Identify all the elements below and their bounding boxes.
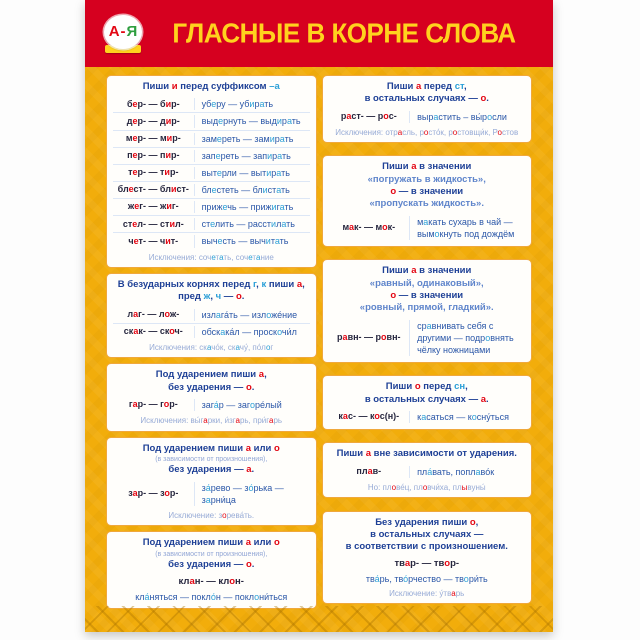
- rule-header: [329, 265, 526, 314]
- cyan-accent-letter: к: [261, 279, 267, 290]
- example-words: тва́рь, тво́рчество — твори́ть: [365, 573, 488, 584]
- example-words: замереть — замирать: [194, 133, 310, 145]
- cyan-accent-letter: а: [281, 219, 287, 230]
- red-accent-letter: и: [165, 149, 171, 160]
- root-pair: дер- — дир-: [126, 115, 180, 126]
- rule-row: [113, 323, 310, 340]
- red-accent-letter: е: [134, 201, 140, 212]
- logo-dash-icon: -: [120, 23, 126, 40]
- rule-header: [113, 369, 310, 394]
- example-words: излага́ть — изложе́ние: [194, 309, 310, 321]
- rule-header-line: в соответствии с произношением.: [345, 541, 508, 553]
- cyan-accent-letter: е: [216, 133, 222, 144]
- cyan-accent-letter: о: [434, 228, 440, 239]
- cyan-accent-letter: и: [276, 116, 282, 127]
- cyan-accent-letter: а: [206, 342, 212, 352]
- red-accent-letter: е: [132, 149, 138, 160]
- cyan-accent-letter: а: [259, 99, 265, 110]
- logo-letter-a: А: [108, 23, 120, 40]
- red-accent-letter: а: [451, 588, 456, 598]
- rule-header-line: Пиши а в значении: [382, 161, 472, 173]
- poster-title: ГЛАСНЫЕ В КОРНЕ СЛОВА: [172, 16, 516, 50]
- rule-row: [329, 464, 526, 480]
- red-accent-letter: а: [480, 393, 487, 405]
- rule-rows: [113, 307, 310, 340]
- rule-header: [113, 537, 310, 571]
- rule-card: [106, 75, 317, 268]
- red-accent-letter: о: [274, 442, 280, 454]
- exceptions-note: Но: плове́ц, пловчи́ха, плывуны́: [367, 482, 486, 492]
- red-accent-letter: а: [411, 161, 417, 173]
- cyan-accent-letter: е: [216, 167, 222, 178]
- red-accent-letter: а: [132, 488, 138, 498]
- rule-card: [322, 155, 533, 247]
- cyan-accent-letter: а: [276, 167, 282, 178]
- exceptions-note: Исключение: зорева́ть.: [168, 510, 255, 520]
- red-accent-letter: а: [342, 332, 348, 343]
- cyan-accent-letter: а: [279, 133, 285, 144]
- cyan-accent-letter: а́: [427, 466, 433, 477]
- rule-header-line: Пиши а в значении: [382, 265, 472, 277]
- rule-header-line: пред ж, ч — о.: [178, 291, 245, 303]
- rule-row: [113, 232, 310, 249]
- rule-row: [113, 480, 310, 508]
- red-accent-letter: а: [246, 464, 252, 476]
- red-accent-letter: а: [346, 110, 352, 121]
- rule-header-line: Пиши а вне зависимости от ударения.: [336, 448, 517, 460]
- red-accent-letter: о: [235, 291, 242, 303]
- rule-card: [106, 363, 317, 431]
- example-words: вырастить – вы́росли: [409, 111, 525, 123]
- rule-header-line: Под ударением пиши а или о: [142, 442, 280, 454]
- rule-row: [329, 318, 526, 358]
- example-words: касаться — косну́ться: [409, 411, 525, 423]
- cyan-accent-letter: о: [277, 326, 282, 337]
- cyan-accent-letter: о: [265, 342, 271, 352]
- rule-header-line: «ровный, прямой, гладкий».: [359, 302, 494, 314]
- red-accent-letter: и: [171, 81, 178, 92]
- rule-header: [329, 448, 526, 460]
- root-pair: чет- — чит-: [128, 235, 179, 246]
- red-accent-letter: а: [397, 127, 403, 137]
- cyan-accent-letter: е: [218, 116, 224, 127]
- red-accent-letter: о: [423, 127, 429, 137]
- red-accent-letter: а: [404, 557, 411, 569]
- cyan-accent-letter: о: [254, 591, 260, 602]
- rule-row: [113, 397, 310, 413]
- red-accent-letter: и: [164, 167, 170, 178]
- red-accent-letter: и: [170, 184, 177, 195]
- rule-header-line: «равный, одинаковый»,: [369, 277, 484, 289]
- cyan-accent-letter: г: [253, 279, 257, 290]
- cyan-accent-letter: и: [265, 236, 271, 247]
- cyan-accent-letter: и: [266, 167, 272, 178]
- red-accent-letter: е: [132, 167, 138, 178]
- cyan-accent-letter: а́: [205, 482, 211, 493]
- red-accent-letter: о: [245, 559, 252, 571]
- red-accent-letter: ы: [461, 482, 468, 492]
- red-accent-letter: а: [342, 411, 348, 422]
- cyan-accent-letter: ч: [215, 291, 222, 303]
- red-accent-letter: о: [245, 381, 252, 393]
- example-words: за́рево — зо́рька — зарни́ца: [194, 482, 310, 506]
- rule-row: [113, 130, 310, 147]
- rule-header-line: (в зависимости от произношения),: [155, 455, 268, 463]
- red-accent-letter: о: [374, 411, 380, 422]
- cyan-accent-letter: и: [271, 219, 277, 230]
- red-accent-letter: а: [203, 416, 208, 426]
- example-words: макать сухарь в чай — вымокнуть под дождём: [409, 216, 525, 240]
- rule-card: [322, 75, 533, 143]
- rule-header: [329, 81, 526, 106]
- red-accent-letter: а: [245, 537, 251, 549]
- rules-column-right: [322, 75, 533, 604]
- cyan-accent-letter: о: [471, 412, 477, 423]
- red-accent-letter: а: [411, 265, 417, 277]
- example-words: вытерли — вытирать: [194, 167, 310, 179]
- red-accent-letter: о: [414, 381, 421, 393]
- red-accent-letter: и: [165, 115, 172, 126]
- rule-row: [113, 181, 310, 198]
- red-accent-letter: о: [444, 557, 451, 569]
- red-accent-letter: а: [415, 81, 422, 92]
- rule-header-line: в остальных случаях —: [370, 528, 484, 540]
- rule-row: [329, 214, 526, 242]
- cyan-accent-letter: а: [274, 236, 280, 247]
- red-accent-letter: о: [274, 537, 280, 549]
- rule-row: [113, 215, 310, 232]
- cyan-accent-letter: а́: [144, 591, 150, 602]
- red-accent-letter: о: [497, 127, 502, 137]
- cyan-accent-letter: а: [220, 326, 226, 337]
- root-pair: зар- — зор-: [128, 488, 179, 498]
- rule-card: [322, 259, 533, 363]
- red-accent-letter: о: [390, 290, 397, 302]
- rule-header-line: Без ударения пиши о,: [375, 516, 479, 528]
- cyan-accent-letter: а: [475, 466, 481, 477]
- red-accent-letter: а: [235, 416, 240, 426]
- red-accent-letter: а: [258, 369, 265, 381]
- red-accent-letter: и: [169, 218, 175, 229]
- cyan-accent-letter: и: [269, 133, 275, 144]
- red-accent-letter: а: [189, 575, 195, 587]
- rule-row: [113, 164, 310, 181]
- rule-header-line: о — в значении: [390, 186, 464, 198]
- rule-header: [113, 81, 310, 93]
- rule-header: [113, 279, 310, 304]
- red-accent-letter: а: [245, 442, 251, 454]
- rule-header: [329, 161, 526, 210]
- red-accent-letter: о: [422, 482, 428, 492]
- logo-letter-ya: Я: [126, 23, 138, 40]
- red-accent-letter: и: [165, 98, 172, 109]
- rule-header-line: без ударения — а.: [168, 464, 255, 476]
- example-words: выдернуть — выдирать: [194, 115, 310, 127]
- publisher-logo: [101, 15, 145, 53]
- exceptions-note: Исключения: отрасль, росто́к, ростовщи́к, Ростов: [335, 127, 519, 137]
- red-accent-letter: о: [169, 326, 175, 337]
- rule-row: [113, 307, 310, 323]
- cyan-accent-letter: о: [485, 332, 491, 343]
- cyan-accent-letter: а: [286, 116, 292, 127]
- root-pair: блест- — блист-: [117, 184, 189, 195]
- cyan-accent-letter: и: [271, 202, 277, 213]
- red-accent-letter: о: [391, 482, 397, 492]
- rule-row: [113, 198, 310, 215]
- rule-rows: [329, 109, 526, 125]
- logo-badge: [104, 15, 142, 49]
- rule-rows: [329, 214, 526, 242]
- rule-header-line: Пиши о перед сн,: [385, 381, 468, 393]
- rule-card: [322, 511, 533, 604]
- rule-header-line: В безударных корнях перед г, к пиши а,: [117, 279, 305, 290]
- example-words: стелить — расстилать: [194, 218, 310, 230]
- cyan-accent-letter: о: [487, 111, 493, 122]
- cyan-accent-letter: е: [222, 202, 228, 213]
- cyan-accent-letter: а: [426, 320, 432, 331]
- cyan-accent-letter: е: [211, 99, 217, 110]
- example-words: зага́р — загоре́лый: [194, 399, 310, 411]
- rule-header-line: в остальных случаях — а.: [364, 393, 489, 405]
- rule-header: [329, 381, 526, 406]
- red-accent-letter: и: [166, 201, 172, 212]
- border-ornament: [85, 606, 553, 632]
- poster: [85, 0, 553, 632]
- rule-header-line: без ударения — о.: [168, 559, 255, 571]
- rule-header-line: Под ударением пиши а,: [155, 369, 267, 381]
- cyan-accent-letter: е: [215, 150, 221, 161]
- red-accent-letter: о: [222, 510, 227, 520]
- rule-rows: [113, 480, 310, 508]
- root-pair: бер- — бир-: [126, 98, 180, 109]
- red-accent-letter: и: [165, 235, 171, 246]
- poster-header-band: [85, 0, 553, 67]
- rule-header-line: в остальных случаях — о.: [364, 93, 489, 105]
- red-accent-letter: е: [128, 184, 134, 195]
- cyan-accent-letter: сн: [454, 381, 466, 393]
- red-accent-letter: о: [229, 575, 236, 587]
- red-accent-letter: е: [132, 218, 138, 229]
- example-words: запереть — запирать: [194, 150, 310, 162]
- rule-rows: [113, 96, 310, 249]
- example-words: сравнивать себя с другими — подровнять чёлку ножницами: [409, 320, 525, 356]
- rule-rows: [329, 464, 526, 480]
- example-words: вычесть — вычитать: [194, 235, 310, 247]
- red-accent-letter: о: [383, 110, 389, 121]
- red-accent-letter: а: [365, 448, 371, 460]
- red-accent-letter: о: [469, 516, 476, 528]
- example-words: прижечь — прижигать: [194, 201, 310, 213]
- root-pair: тер- — тир-: [128, 167, 179, 178]
- root-pair: твар- — твор-: [394, 557, 460, 569]
- root-pair: равн- — ровн-: [337, 332, 401, 343]
- red-accent-letter: а: [132, 399, 138, 410]
- red-accent-letter: а: [349, 222, 355, 233]
- cyan-accent-letter: е: [248, 252, 253, 262]
- cyan-accent-letter: е: [211, 252, 216, 262]
- rule-header: [113, 443, 310, 477]
- root-pair: стел- — стил-: [122, 218, 184, 229]
- root-pair: скак- — скоч-: [123, 326, 183, 337]
- cyan-accent-letter: а: [276, 185, 282, 196]
- root-pair: пер- — пир-: [127, 149, 180, 160]
- red-accent-letter: о: [480, 93, 487, 105]
- rule-rows: [329, 409, 526, 425]
- cyan-accent-letter: о́: [403, 573, 409, 584]
- rule-row: [113, 96, 310, 112]
- cyan-accent-letter: а: [279, 202, 285, 213]
- red-accent-letter: о: [382, 222, 388, 233]
- rules-column-left: [106, 75, 317, 604]
- cyan-accent-letter: е: [211, 185, 217, 196]
- rule-header-line: о — в значении: [390, 290, 464, 302]
- red-accent-letter: о: [390, 186, 397, 198]
- cyan-accent-letter: о: [266, 309, 272, 320]
- rule-header-line: Под ударением пиши а или о: [142, 537, 280, 549]
- rule-card: [322, 442, 533, 498]
- cyan-accent-letter: а: [433, 111, 439, 122]
- rule-card: [106, 273, 317, 358]
- rule-rows: [113, 397, 310, 413]
- rule-row: [113, 147, 310, 164]
- red-accent-letter: а: [269, 416, 274, 426]
- rule-rows: [329, 318, 526, 358]
- cyan-accent-letter: и: [267, 150, 273, 161]
- exceptions-note: Исключения: скачо́к, скачу́, по́лог: [149, 342, 274, 352]
- example-words: уберу — убирать: [194, 98, 310, 110]
- rule-header-line: «пропускать жидкость».: [369, 198, 484, 210]
- red-accent-letter: о: [381, 332, 387, 343]
- root-pair: плав-: [356, 466, 382, 476]
- root-pair: лаг- — лож-: [127, 308, 180, 319]
- red-accent-letter: е: [132, 98, 138, 109]
- red-accent-letter: е: [132, 132, 138, 143]
- red-accent-letter: а: [133, 308, 139, 319]
- cyan-accent-letter: а: [205, 494, 211, 505]
- rule-card: [322, 375, 533, 430]
- rule-header-line: (в зависимости от произношения),: [155, 550, 268, 558]
- example-words: кла́няться — покло́н — поклони́ться: [135, 591, 288, 602]
- cyan-accent-letter: о: [463, 573, 469, 584]
- rule-row: [329, 409, 526, 425]
- rule-row: [113, 112, 310, 129]
- red-accent-letter: е: [132, 115, 138, 126]
- exceptions-note: Исключения: сочетать, сочетание: [148, 252, 274, 262]
- cyan-accent-letter: и: [262, 185, 268, 196]
- exceptions-note: Исключения: вы́гарки, и́згарь, при́гарь: [140, 416, 283, 426]
- rule-header: [329, 517, 526, 554]
- red-accent-letter: о: [164, 488, 170, 498]
- root-pair: раст- — рос-: [340, 110, 397, 121]
- cyan-accent-letter: е: [210, 219, 215, 230]
- cyan-accent-letter: и: [249, 99, 255, 110]
- red-accent-letter: и: [166, 132, 173, 143]
- rule-header-line: Пиши а перед ст,: [386, 81, 467, 92]
- cyan-accent-letter: а: [219, 252, 224, 262]
- red-accent-letter: а: [133, 326, 139, 337]
- red-accent-letter: о: [163, 399, 170, 410]
- root-pair: мер- — мир-: [125, 132, 181, 143]
- example-words: блестеть — блистать: [194, 184, 310, 196]
- root-pair: мак- — мок-: [342, 222, 396, 233]
- rule-header-line: Пиши и перед суффиксом –а: [142, 81, 280, 92]
- cyan-accent-letter: а: [235, 342, 240, 352]
- cyan-accent-letter: а: [255, 252, 261, 262]
- root-pair: жег- — жиг-: [127, 201, 179, 212]
- cyan-accent-letter: а: [277, 150, 282, 161]
- rule-row: [329, 109, 526, 125]
- poster-body: [85, 67, 553, 606]
- cyan-accent-letter: а: [423, 216, 429, 227]
- example-words: обскака́л — проскочи́л: [194, 326, 310, 338]
- cyan-accent-letter: а́: [213, 400, 219, 411]
- rule-header-line: «погружать в жидкость»,: [367, 173, 486, 185]
- cyan-accent-letter: о́: [248, 482, 254, 493]
- cyan-accent-letter: о: [250, 400, 256, 411]
- example-words: пла́вать, поплаво́к: [409, 466, 525, 478]
- root-pair: клан- — клон-: [178, 575, 244, 587]
- root-pair: гар- — гор-: [128, 399, 178, 410]
- rule-card: [106, 437, 317, 527]
- cyan-accent-letter: а: [421, 412, 427, 423]
- red-accent-letter: о: [164, 308, 170, 319]
- red-accent-letter: а: [367, 466, 373, 476]
- root-pair: кас- — кос(н)-: [338, 411, 400, 422]
- red-accent-letter: а: [296, 279, 303, 290]
- cyan-accent-letter: ст: [454, 81, 464, 92]
- exceptions-note: Исключение: у́тварь: [389, 588, 465, 598]
- red-accent-letter: о: [452, 127, 458, 137]
- rule-card: [106, 531, 317, 608]
- red-accent-letter: е: [133, 235, 139, 246]
- cyan-accent-letter: –а: [269, 81, 280, 92]
- cyan-accent-letter: о́: [210, 591, 216, 602]
- cyan-accent-letter: е: [217, 236, 223, 247]
- cyan-accent-letter: ж: [203, 291, 211, 303]
- cyan-accent-letter: а: [215, 309, 221, 320]
- rule-header-line: без ударения — о.: [168, 381, 255, 393]
- cyan-accent-letter: а́: [374, 573, 380, 584]
